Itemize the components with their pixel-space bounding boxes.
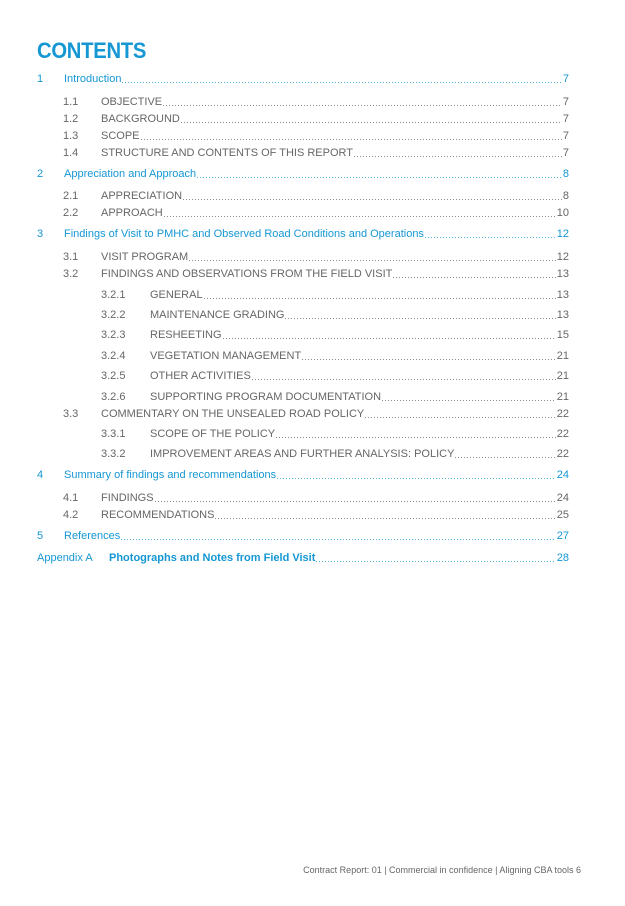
toc-entry-label: APPRECIATION [101, 190, 183, 202]
toc-entry-page: 24 [556, 469, 569, 481]
toc-entry-number: 3.3.1 [101, 428, 126, 440]
toc-entry[interactable] [63, 206, 569, 220]
toc-entry-label: References [64, 530, 121, 542]
toc-dot-leader [285, 318, 555, 319]
page-title: CONTENTS [37, 38, 147, 63]
toc-dot-leader [164, 216, 556, 217]
toc-entry[interactable] [63, 508, 569, 522]
toc-entry-number: Appendix A [37, 552, 93, 564]
toc-entry-page: 21 [556, 350, 569, 362]
toc-entry-page: 22 [556, 408, 569, 420]
toc-dot-leader [121, 539, 555, 540]
toc-entry-label: MAINTENANCE GRADING [150, 309, 285, 321]
toc-dot-leader [455, 457, 555, 458]
toc-entry-number: 1 [37, 73, 44, 85]
toc-entry-page: 7 [562, 130, 569, 142]
toc-entry-label: VISIT PROGRAM [101, 251, 189, 263]
toc-entry[interactable] [37, 167, 569, 181]
toc-entry-number: 1.1 [63, 96, 79, 108]
toc-entry[interactable] [101, 349, 569, 363]
toc-entry-number: 1.4 [63, 147, 79, 159]
toc-entry-page: 25 [556, 509, 569, 521]
toc-entry-page: 13 [556, 289, 569, 301]
toc-entry[interactable] [37, 72, 569, 86]
toc-entry-page: 13 [556, 309, 569, 321]
toc-entry-page: 21 [556, 391, 569, 403]
toc-entry[interactable] [101, 447, 569, 461]
toc-entry-number: 4.1 [63, 492, 79, 504]
toc-entry-label: BACKGROUND [101, 113, 180, 125]
toc-entry-number: 3.2.5 [101, 370, 126, 382]
toc-entry[interactable] [101, 308, 569, 322]
toc-entry-label: IMPROVEMENT AREAS AND FURTHER ANALYSIS: POLICY [150, 448, 455, 460]
toc-entry-label: FINDINGS AND OBSERVATIONS FROM THE FIELD VISIT [101, 268, 393, 280]
toc-entry-label: VEGETATION MANAGEMENT [150, 350, 302, 362]
toc-dot-leader [197, 177, 562, 178]
toc-dot-leader [316, 561, 555, 562]
toc-entry-number: 2 [37, 168, 44, 180]
toc-entry-number: 2.1 [63, 190, 79, 202]
toc-dot-leader [155, 501, 556, 502]
toc-entry-number: 3.2 [63, 268, 79, 280]
toc-dot-leader [425, 237, 556, 238]
toc-entry-number: 3.2.1 [101, 289, 126, 301]
toc-entry-page: 15 [556, 329, 569, 341]
toc-entry-page: 8 [562, 168, 569, 180]
toc-entry[interactable] [37, 551, 569, 565]
toc-entry-page: 13 [556, 268, 569, 280]
toc-entry-page: 7 [562, 73, 569, 85]
toc-entry-label: RECOMMENDATIONS [101, 509, 215, 521]
toc-entry[interactable] [63, 146, 569, 160]
toc-entry-number: 5 [37, 530, 44, 542]
toc-dot-leader [365, 417, 556, 418]
toc-dot-leader [204, 298, 556, 299]
toc-entry-label: COMMENTARY ON THE UNSEALED ROAD POLICY [101, 408, 365, 420]
toc-entry[interactable] [101, 288, 569, 302]
toc-entry-page: 12 [556, 228, 569, 240]
toc-entry-label: Findings of Visit to PMHC and Observed Road Conditions and Operations [64, 228, 424, 240]
toc-entry-number: 3.2.4 [101, 350, 126, 362]
toc-entry-label: RESHEETING [150, 329, 222, 341]
toc-entry-page: 7 [562, 96, 569, 108]
toc-dot-leader [141, 139, 562, 140]
toc-entry-number: 3.2.3 [101, 329, 126, 341]
toc-entry-number: 3.1 [63, 251, 79, 263]
toc-entry[interactable] [37, 468, 569, 482]
toc-dot-leader [252, 379, 556, 380]
toc-entry-page: 24 [556, 492, 569, 504]
toc-entry-label: Appreciation and Approach [64, 168, 197, 180]
toc-entry-label: APPROACH [101, 207, 163, 219]
toc-entry[interactable] [37, 529, 569, 543]
toc-entry-label: SCOPE [101, 130, 140, 142]
toc-dot-leader [122, 82, 561, 83]
toc-entry-label: OBJECTIVE [101, 96, 163, 108]
toc-entry-label: Introduction [64, 73, 122, 85]
toc-entry-label: GENERAL [150, 289, 203, 301]
toc-dot-leader [277, 478, 556, 479]
toc-entry-number: 4.2 [63, 509, 79, 521]
toc-entry[interactable] [63, 250, 569, 264]
toc-entry-label: FINDINGS [101, 492, 154, 504]
toc-entry[interactable] [63, 95, 569, 109]
toc-entry[interactable] [101, 390, 569, 404]
toc-entry-number: 2.2 [63, 207, 79, 219]
toc-entry[interactable] [101, 427, 569, 441]
toc-entry-number: 3.2.2 [101, 309, 126, 321]
toc-entry[interactable] [63, 491, 569, 505]
toc-dot-leader [215, 518, 555, 519]
toc-entry[interactable] [63, 267, 569, 281]
toc-dot-leader [189, 260, 556, 261]
toc-entry-label: Summary of findings and recommendations [64, 469, 277, 481]
toc-dot-leader [223, 338, 556, 339]
toc-entry-label: SCOPE OF THE POLICY [150, 428, 276, 440]
toc-entry-label: OTHER ACTIVITIES [150, 370, 251, 382]
toc-entry-number: 4 [37, 469, 44, 481]
toc-entry[interactable] [63, 112, 569, 126]
toc-entry-page: 10 [556, 207, 569, 219]
toc-entry[interactable] [63, 189, 569, 203]
toc-dot-leader [276, 437, 556, 438]
toc-entry-label: STRUCTURE AND CONTENTS OF THIS REPORT [101, 147, 354, 159]
toc-dot-leader [163, 105, 562, 106]
toc-entry-label: Photographs and Notes from Field Visit [109, 552, 316, 564]
toc-dot-leader [302, 359, 556, 360]
toc-entry-page: 7 [562, 147, 569, 159]
toc-entry-number: 3.3 [63, 408, 79, 420]
toc-entry-page: 28 [556, 552, 569, 564]
toc-dot-leader [393, 277, 555, 278]
page-footer: Contract Report: 01 | Commercial in confidence | Aligning CBA tools 6 [303, 865, 581, 875]
toc-entry[interactable] [63, 129, 569, 143]
toc-entry-page: 7 [562, 113, 569, 125]
toc-entry-page: 8 [562, 190, 569, 202]
toc-dot-leader [382, 400, 556, 401]
toc-entry-number: 3.2.6 [101, 391, 126, 403]
toc-dot-leader [183, 199, 562, 200]
toc-entry-page: 22 [556, 448, 569, 460]
toc-entry[interactable] [37, 227, 569, 241]
toc-entry-page: 21 [556, 370, 569, 382]
toc-entry[interactable] [101, 328, 569, 342]
toc-entry-number: 1.3 [63, 130, 79, 142]
toc-entry[interactable] [63, 407, 569, 421]
toc-entry-page: 27 [556, 530, 569, 542]
toc-entry-label: SUPPORTING PROGRAM DOCUMENTATION [150, 391, 382, 403]
toc-dot-leader [181, 122, 562, 123]
toc-entry-number: 3.3.2 [101, 448, 126, 460]
toc-entry-number: 3 [37, 228, 44, 240]
toc-entry-number: 1.2 [63, 113, 79, 125]
toc-entry-page: 12 [556, 251, 569, 263]
toc-entry-page: 22 [556, 428, 569, 440]
toc-dot-leader [354, 156, 562, 157]
toc-entry[interactable] [101, 369, 569, 383]
